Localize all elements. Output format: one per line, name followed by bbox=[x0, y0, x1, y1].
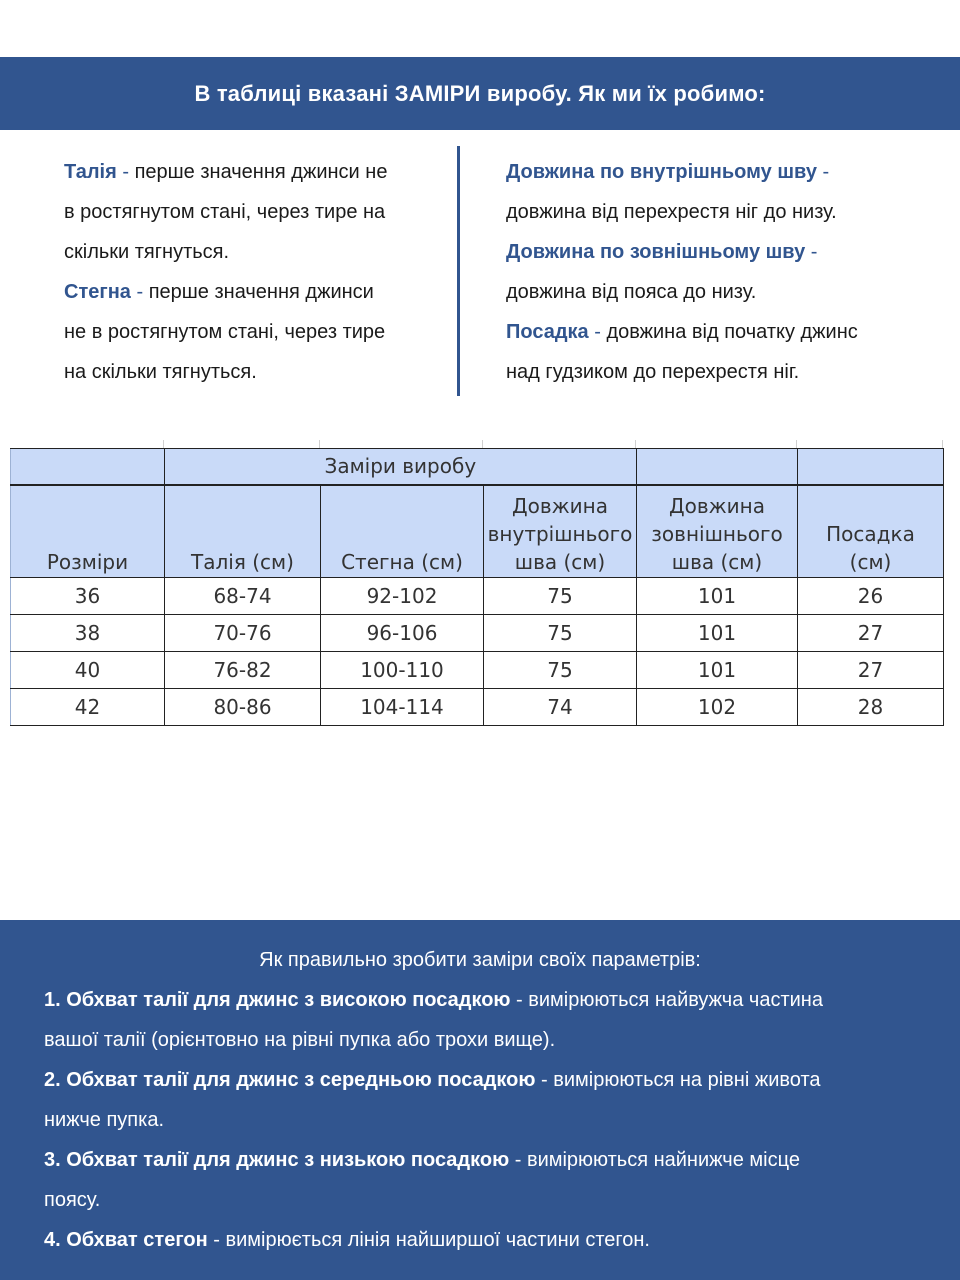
column-header-label: Посадка bbox=[826, 522, 915, 546]
instruction-text: - вимірюється лінія найширшої частини стегон. bbox=[207, 1229, 650, 1251]
definition-term: Талія bbox=[64, 161, 117, 183]
instruction-text: - вимірюються найвужча частина bbox=[510, 989, 823, 1011]
instruction-text: поясу. bbox=[44, 1189, 101, 1211]
cell-inseam: 75 bbox=[484, 615, 637, 652]
cell-outseam: 101 bbox=[637, 578, 798, 615]
definition-dash: - bbox=[116, 161, 135, 183]
table-header-cell bbox=[11, 449, 165, 485]
instructions-heading: Як правильно зробити заміри своїх параметрів: bbox=[259, 949, 701, 971]
column-header-label: Розміри bbox=[46, 550, 129, 574]
column-divider bbox=[457, 146, 460, 396]
instruction-title: 1. Обхват талії для джинс з високою посадкою bbox=[44, 989, 511, 1011]
size-table bbox=[10, 448, 944, 726]
cell-hips: 92-102 bbox=[321, 578, 484, 615]
table-row bbox=[11, 689, 944, 726]
table-header-cell bbox=[637, 449, 798, 485]
instruction-title: 3. Обхват талії для джинс з низькою посадкою bbox=[44, 1149, 510, 1171]
definition-dash: - bbox=[588, 321, 607, 343]
column-header-label: зовнішнього bbox=[651, 522, 783, 546]
cell-outseam: 102 bbox=[637, 689, 798, 726]
definition-waist bbox=[64, 152, 444, 272]
definition-outseam bbox=[506, 232, 936, 312]
table-group-header bbox=[321, 449, 637, 485]
measuring-instructions-panel bbox=[0, 920, 960, 1280]
definition-text: довжина від перехрестя ніг до низу. bbox=[506, 201, 837, 223]
cell-rise: 27 bbox=[798, 652, 944, 689]
column-header-waist bbox=[165, 485, 321, 578]
cell-hips: 104-114 bbox=[321, 689, 484, 726]
definition-rise bbox=[506, 312, 936, 392]
definition-dash: - bbox=[816, 161, 830, 183]
column-header-rise bbox=[798, 485, 944, 578]
definition-hips bbox=[64, 272, 444, 392]
instruction-title: 4. Обхват стегон bbox=[44, 1229, 208, 1251]
definitions-section bbox=[0, 146, 960, 398]
table-row bbox=[11, 652, 944, 689]
definition-inseam bbox=[506, 152, 936, 232]
cell-outseam: 101 bbox=[637, 615, 798, 652]
definitions-left-column bbox=[64, 152, 444, 392]
cell-hips: 96-106 bbox=[321, 615, 484, 652]
definition-term: Довжина по зовнішньому шву bbox=[506, 241, 806, 263]
table-row bbox=[11, 578, 944, 615]
table-row bbox=[11, 615, 944, 652]
definition-text: перше значення джинси bbox=[148, 281, 374, 303]
cell-rise: 27 bbox=[798, 615, 944, 652]
cell-waist: 68-74 bbox=[165, 578, 321, 615]
table-group-header-row bbox=[11, 449, 944, 485]
definition-term: Посадка bbox=[506, 321, 589, 343]
instruction-item bbox=[44, 1060, 934, 1140]
definition-text: довжина від пояса до низу. bbox=[506, 281, 757, 303]
table-header-cell bbox=[798, 449, 944, 485]
definition-term: Стегна bbox=[64, 281, 131, 303]
cell-size: 40 bbox=[11, 652, 165, 689]
column-header-label: внутрішнього bbox=[487, 522, 633, 546]
definition-text: довжина від початку джинс bbox=[606, 321, 858, 343]
definition-text: перше значення джинси не bbox=[134, 161, 388, 183]
definition-text: не в ростягнутом стані, через тире bbox=[64, 321, 386, 343]
column-header-size bbox=[11, 485, 165, 578]
column-header-inseam bbox=[484, 485, 637, 578]
instruction-item bbox=[44, 1220, 934, 1260]
cell-waist: 80-86 bbox=[165, 689, 321, 726]
column-header-label: шва (см) bbox=[514, 550, 606, 574]
column-header-outseam bbox=[637, 485, 798, 578]
definition-dash: - bbox=[130, 281, 149, 303]
column-header-label: Довжина bbox=[669, 494, 765, 518]
definition-text: над гудзиком до перехрестя ніг. bbox=[506, 361, 800, 383]
definition-term: Довжина по внутрішньому шву bbox=[506, 161, 817, 183]
instructions-list bbox=[44, 980, 934, 1260]
banner-title: В таблиці вказані ЗАМІРИ виробу. Як ми їх робимо: bbox=[194, 80, 766, 106]
definition-text: скільки тягнуться. bbox=[64, 241, 230, 263]
cell-rise: 26 bbox=[798, 578, 944, 615]
column-header-label: Стегна (см) bbox=[341, 550, 463, 574]
cell-waist: 76-82 bbox=[165, 652, 321, 689]
cell-hips: 100-110 bbox=[321, 652, 484, 689]
instruction-text: нижче пупка. bbox=[44, 1109, 164, 1131]
column-header-label: (см) bbox=[849, 550, 892, 574]
table-header-row bbox=[11, 485, 944, 578]
definition-dash: - bbox=[805, 241, 818, 263]
instruction-text: - вимірюються найнижче місце bbox=[509, 1149, 800, 1171]
table-group-header-label: Заміри виробу bbox=[324, 454, 477, 479]
instruction-title: 2. Обхват талії для джинс з середньою посадкою bbox=[44, 1069, 536, 1091]
cell-size: 36 bbox=[11, 578, 165, 615]
definitions-right-column bbox=[506, 152, 936, 392]
instruction-item bbox=[44, 1140, 934, 1220]
size-table-wrapper bbox=[10, 440, 944, 732]
instruction-item bbox=[44, 980, 934, 1060]
cell-inseam: 75 bbox=[484, 652, 637, 689]
cell-inseam: 74 bbox=[484, 689, 637, 726]
column-header-label: Довжина bbox=[512, 494, 608, 518]
table-header-cell bbox=[165, 449, 321, 485]
column-header-label: шва (см) bbox=[671, 550, 763, 574]
definition-text: в ростягнутом стані, через тире на bbox=[64, 201, 386, 223]
cell-size: 38 bbox=[11, 615, 165, 652]
cell-waist: 70-76 bbox=[165, 615, 321, 652]
cell-inseam: 75 bbox=[484, 578, 637, 615]
top-banner bbox=[0, 57, 960, 130]
cell-outseam: 101 bbox=[637, 652, 798, 689]
definition-text: на скільки тягнуться. bbox=[64, 361, 257, 383]
column-header-label: Талія (см) bbox=[191, 550, 294, 574]
column-header-hips bbox=[321, 485, 484, 578]
instruction-text: - вимірюються на рівні живота bbox=[535, 1069, 821, 1091]
instruction-text: вашої талії (орієнтовно на рівні пупка або трохи вище). bbox=[44, 1029, 556, 1051]
cell-rise: 28 bbox=[798, 689, 944, 726]
cell-size: 42 bbox=[11, 689, 165, 726]
